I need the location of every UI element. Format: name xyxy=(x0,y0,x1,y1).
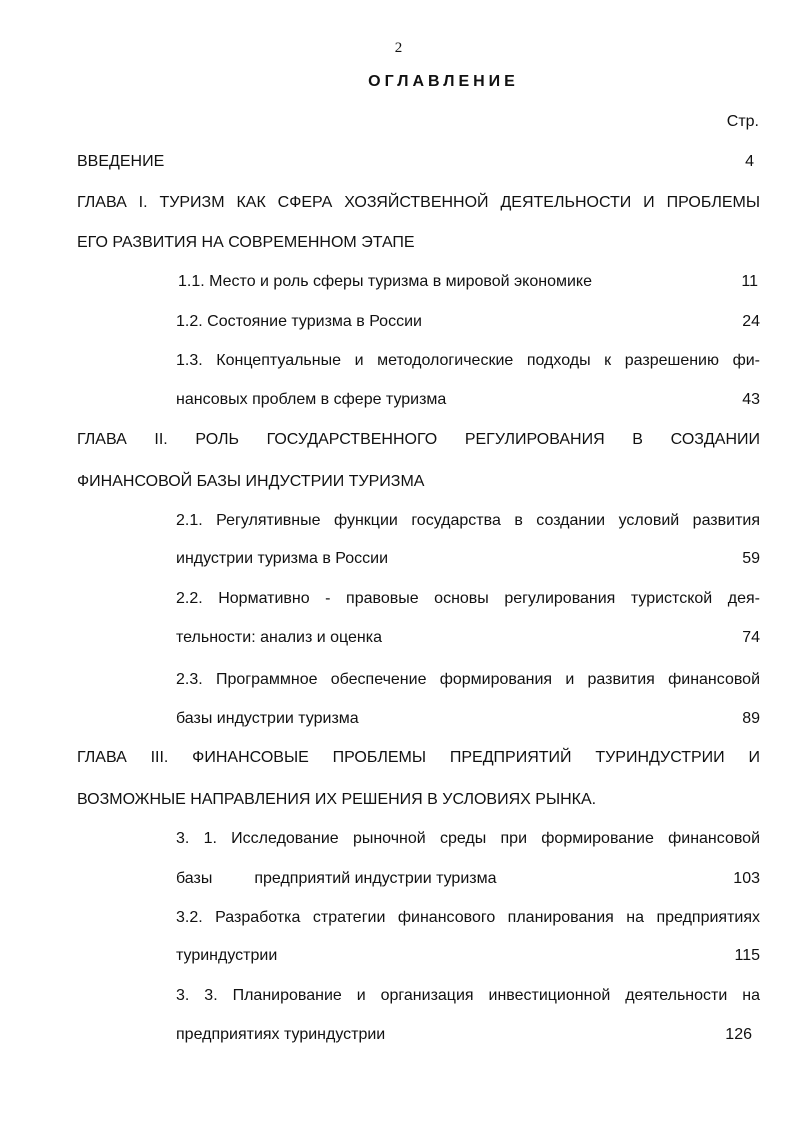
toc-entry-3-2: 3.2. Разработка стратегии финансового планирования на предприятиях xyxy=(176,909,760,926)
toc-entry-page: 59 xyxy=(742,550,760,567)
page-column-label: Стр. xyxy=(726,113,759,130)
toc-entry-page: 103 xyxy=(733,870,760,887)
toc-entry-label-part: базы xyxy=(176,870,213,887)
toc-entry-page: 115 xyxy=(734,947,760,964)
toc-entry-label: индустрии туризма в России xyxy=(176,550,389,567)
toc-entry-page: 24 xyxy=(742,313,760,330)
toc-entry-2-1: 2.1. Регулятивные функции государства в создании условий развития xyxy=(176,512,760,529)
toc-entry-2-3: 2.3. Программное обеспечение формирования и развития финансовой xyxy=(176,671,760,688)
toc-entry-label xyxy=(176,869,497,889)
toc-entry-page: 11 xyxy=(741,273,758,290)
toc-entry-3-3: 3. 3. Планирование и организация инвестиционной деятельности на xyxy=(176,987,760,1004)
toc-entry-1-3-cont xyxy=(176,390,760,410)
toc-entry-label: нансовых проблем в сфере туризма xyxy=(176,391,447,408)
page-title: ОГЛАВЛЕНИЕ xyxy=(368,73,519,90)
toc-entry-page: 74 xyxy=(742,629,760,646)
toc-entry-1-2 xyxy=(176,312,760,332)
toc-entry-page: 43 xyxy=(742,391,760,408)
toc-entry-3-1: 3. 1. Исследование рыночной среды при формирование финансовой xyxy=(176,830,760,847)
toc-entry-label: предприятиях туриндустрии xyxy=(176,1026,386,1043)
toc-entry-3-3-cont xyxy=(176,1025,752,1045)
toc-entry-label: базы индустрии туризма xyxy=(176,710,359,727)
toc-entry-3-2-cont xyxy=(176,946,760,966)
toc-entry-label: ВВЕДЕНИЕ xyxy=(77,153,165,170)
chapter-2-heading: ГЛАВА II. РОЛЬ ГОСУДАРСТВЕННОГО РЕГУЛИРОВАНИЯ В СОЗДАНИИ xyxy=(77,431,760,448)
toc-entry-label: 1.2. Состояние туризма в России xyxy=(176,313,422,330)
toc-entry-page: 89 xyxy=(742,710,760,727)
toc-entry-1-1 xyxy=(178,272,758,292)
toc-entry-label: тельности: анализ и оценка xyxy=(176,629,383,646)
chapter-1-heading-cont: ЕГО РАЗВИТИЯ НА СОВРЕМЕННОМ ЭТАПЕ xyxy=(77,234,415,251)
toc-entry-page: 4 xyxy=(745,153,754,170)
toc-entry-2-2-cont xyxy=(176,628,760,648)
toc-entry-label: туриндустрии xyxy=(176,947,278,964)
chapter-1-heading: ГЛАВА I. ТУРИЗМ КАК СФЕРА ХОЗЯЙСТВЕННОЙ ДЕЯТЕЛЬНОСТИ И ПРОБЛЕМЫ xyxy=(77,194,760,211)
chapter-3-heading-cont: ВОЗМОЖНЫЕ НАПРАВЛЕНИЯ ИХ РЕШЕНИЯ В УСЛОВИЯХ РЫНКА. xyxy=(77,791,597,808)
toc-entry-3-1-cont xyxy=(176,869,760,889)
toc-entry-intro xyxy=(77,152,760,172)
toc-entry-label: 1.1. Место и роль сферы туризма в мировой экономике xyxy=(178,273,592,290)
toc-entry-page: 126 xyxy=(725,1026,752,1043)
toc-entry-label-part: предприятий индустрии туризма xyxy=(254,870,497,887)
toc-entry-2-3-cont xyxy=(176,709,760,729)
page-number: 2 xyxy=(394,40,403,56)
chapter-2-heading-cont: ФИНАНСОВОЙ БАЗЫ ИНДУСТРИИ ТУРИЗМА xyxy=(77,473,425,490)
toc-entry-2-1-cont xyxy=(176,549,760,569)
chapter-3-heading: ГЛАВА III. ФИНАНСОВЫЕ ПРОБЛЕМЫ ПРЕДПРИЯТИЙ ТУРИНДУСТРИИ И xyxy=(77,749,760,766)
toc-entry-1-3: 1.3. Концептуальные и методологические подходы к разрешению фи- xyxy=(176,352,760,369)
toc-entry-2-2: 2.2. Нормативно - правовые основы регулирования туристской дея- xyxy=(176,590,760,607)
